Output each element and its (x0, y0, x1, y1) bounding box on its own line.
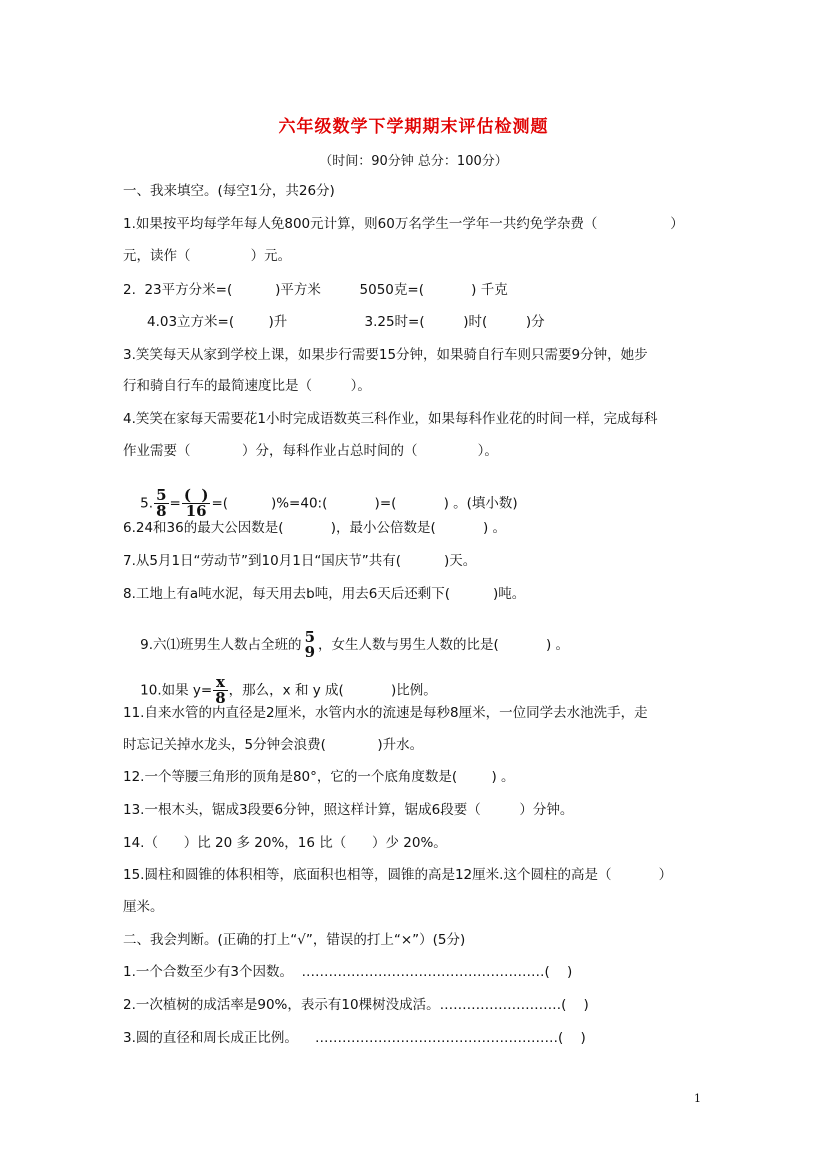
question-6: 6.24和36的最大公因数是( )，最小公倍数是( ) 。 (123, 520, 507, 536)
fraction-numerator-blank: ( ) (183, 486, 209, 504)
fraction-denominator: 8 (215, 689, 226, 707)
question-14: 14.（ ）比 20 多 20%，16 比（ ）少 20%。 (123, 835, 447, 851)
question-15-line-1: 15.圆柱和圆锥的体积相等，底面积也相等，圆锥的高是12厘米.这个圆柱的高是（ ） (123, 867, 673, 883)
judgement-2: 2.一次植树的成活率是90%，表示有10棵树没成活。………………………( ) (123, 997, 589, 1013)
question-2-line-2: 4.03立方米=( )升 3.25时=( )时( )分 (147, 314, 545, 330)
page-title: 六年级数学下学期期末评估检测题 (278, 117, 549, 137)
question-10-rest: ，那么，x 和 y 成( )比例。 (228, 682, 437, 699)
fraction-denominator: 8 (156, 502, 167, 520)
fraction-numerator: 5 (304, 628, 315, 646)
question-11-line-1: 11.自来水管的内直径是2厘米，水管内水的流速是每秒8厘米，一位同学去水池洗手，走 (123, 705, 648, 721)
question-4-line-1: 4.笑笑在家每天需要花1小时完成语数英三科作业，如果每科作业花的时间一样，完成每科 (123, 411, 658, 427)
question-2-line-1: 2. 23平方分米=( )平方米 5050克=( ) 千克 (123, 282, 508, 298)
question-7: 7.从5月1日“劳动节”到10月1日“国庆节”共有( )天。 (123, 553, 477, 569)
question-11-line-2: 时忘记关掉水龙头，5分钟会浪费( )升水。 (123, 737, 424, 753)
question-5-rest: =( )%=40:( )=( ) 。(填小数) (211, 495, 518, 512)
fraction-x-over-8 (213, 675, 227, 706)
fraction-blank-over-16 (182, 488, 211, 519)
judgement-1: 1.一个合数至少有3个因数。 ………………………………………………( ) (123, 964, 573, 980)
exam-info: （时间：90分钟 总分：100分） (319, 154, 508, 169)
question-10-text: 10.如果 y= (140, 682, 213, 699)
question-8: 8.工地上有a吨水泥，每天用去b吨，用去6天后还剩下( )吨。 (123, 586, 526, 602)
section1-heading: 一、我来填空。(每空1分，共26分) (123, 183, 335, 199)
question-3-line-2: 行和骑自行车的最简速度比是（ ）。 (123, 378, 371, 394)
question-5-number: 5. (140, 495, 154, 512)
question-9-rest: ，女生人数与男生人数的比是( ) 。 (318, 637, 570, 653)
question-13: 13.一根木头，锯成3段要6分钟，照这样计算，锯成6段要（ ）分钟。 (123, 802, 574, 818)
fraction-denominator: 16 (185, 502, 207, 520)
judgement-3: 3.圆的直径和周长成正比例。 ………………………………………………( ) (123, 1030, 586, 1046)
question-3-line-1: 3.笑笑每天从家到学校上课，如果步行需要15分钟，如果骑自行车则只需要9分钟，她步 (123, 347, 648, 363)
fraction-denominator: 9 (304, 643, 315, 661)
question-15-line-2: 厘米。 (123, 899, 164, 915)
question-9-text: 9.六⑴班男生人数占全班的 (140, 637, 302, 653)
question-1-line-2: 元，读作（ ）元。 (123, 248, 292, 264)
fraction-numerator: x (213, 675, 227, 691)
fraction-five-ninths (303, 630, 317, 660)
section2-heading: 二、我会判断。(正确的打上“√”，错误的打上“×”）(5分) (123, 932, 466, 948)
fraction-five-eighths (154, 488, 168, 519)
fraction-numerator: 5 (156, 486, 167, 504)
question-1-line-1: 1.如果按平均每学年每人免800元计算，则60万名学生一学年一共约免学杂费（ ） (123, 216, 684, 232)
page-number: 1 (694, 1092, 701, 1105)
question-4-line-2: 作业需要（ ）分，每科作业占总时间的（ ）。 (123, 443, 498, 459)
question-12: 12.一个等腰三角形的顶角是80°，它的一个底角度数是( ) 。 (123, 769, 515, 785)
equals-sign: = (169, 495, 181, 512)
